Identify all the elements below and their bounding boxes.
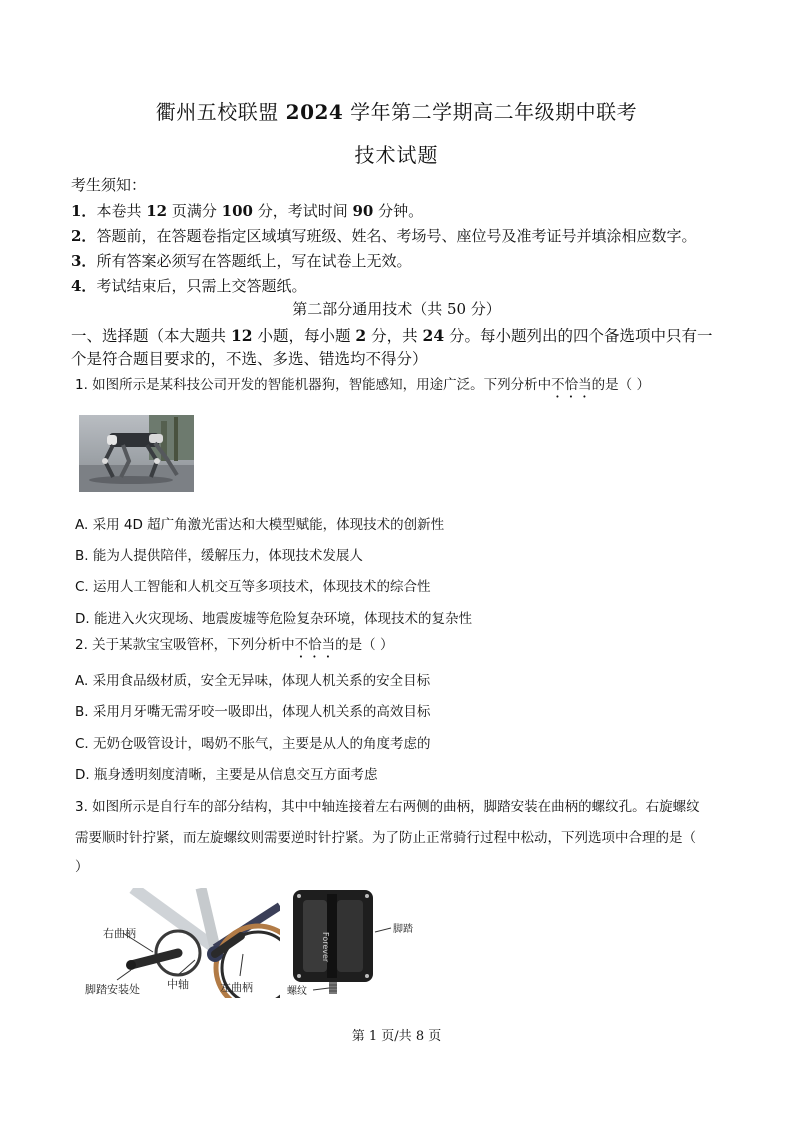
question-3-line2: 需要顺时针拧紧，而左旋螺纹则需要逆时针拧紧。为了防止正常骑行过程中松动，下列选项中合理的是（ [75,830,696,846]
question-3-line3: ） [75,859,89,875]
question-1-option-c: C. 运用人工智能和人机交互等多项技术，体现技术的综合性 [75,579,431,595]
notice-text: 考试结束后，只需上交答题纸。 [96,277,307,295]
section-bold: 2 [355,326,367,345]
stem-emphasis: 不恰当 [294,637,336,653]
pedal-icon [285,886,425,998]
question-1-option-d: D. 能进入火灾现场、地震废墟等危险复杂环境，体现技术的复杂性 [75,611,472,627]
notice-item-4 [71,275,306,296]
question-1-option-b: B. 能为人提供陪伴，缓解压力，体现技术发展人 [75,548,363,564]
section-text: 分。每小题列出的四个备选项中只有一 [444,327,713,345]
section-heading-line1 [71,324,713,346]
title-year: 2024 [285,100,344,124]
label-pedal: 脚踏 [393,924,413,935]
question-2-stem [75,633,393,661]
label-pedal-mount: 脚踏安装处 [85,983,140,996]
label-axle: 中轴 [167,978,189,991]
notice-text: 页满分 [167,202,222,220]
notice-text: 答题前，在答题卷指定区域填写班级、姓名、考场号、座位号及准考证号并填涂相应数字。 [96,227,697,245]
notice-text: 分钟。 [373,202,424,220]
notice-num: 1． [71,202,97,220]
label-left-crank: 左曲柄 [220,981,253,994]
robot-dog-icon [79,415,194,492]
question-2-option-b: B. 采用月牙嘴无需牙咬一吸即出，体现人机关系的高效目标 [75,704,431,720]
bicycle-crank-icon [83,888,280,998]
notice-bold: 90 [352,202,374,220]
question-1-stem [75,373,650,401]
label-thread: 螺纹 [287,986,307,997]
title-suffix: 学年第二学期高二年级期中联考 [343,100,638,124]
question-2-option-a: A. 采用食品级材质，安全无异味，体现人机关系的安全目标 [75,673,431,689]
robot-dog-image [79,415,194,492]
section-text: 分，共 [366,327,423,345]
section-bold: 24 [422,326,445,345]
pedal-figure [285,886,425,998]
notice-item-2 [71,225,696,246]
notice-heading: 考生须知： [71,176,147,194]
question-2-option-c: C. 无奶仓吸管设计，喝奶不胀气，主要是从人的角度考虑的 [75,736,431,752]
notice-item-3 [71,250,411,271]
notice-bold: 12 [146,202,168,220]
exam-title [0,96,793,125]
label-right-crank: 右曲柄 [103,927,136,940]
pedal-brand-text: Forever [321,932,330,963]
stem-text: 的是（ ） [335,637,394,653]
notice-text: 分，考试时间 [252,202,353,220]
stem-text: 2. 关于某款宝宝吸管杯，下列分析中 [75,637,295,653]
question-3-line1: 3. 如图所示是自行车的部分结构，其中中轴连接着左右两侧的曲柄，脚踏安装在曲柄的螺纹孔。右旋螺纹 [75,799,700,815]
notice-bold: 100 [221,202,253,220]
bicycle-crank-figure [83,888,280,998]
notice-num: 2． [71,227,97,245]
section-text: 小题，每小题 [252,327,356,345]
page-footer: 第 1 页/共 8 页 [351,1029,442,1044]
stem-text: 1. 如图所示是某科技公司开发的智能机器狗，智能感知，用途广泛。下列分析中 [75,377,552,393]
stem-emphasis: 不恰当 [551,377,592,393]
title-prefix: 衢州五校联盟 [155,100,286,124]
notice-item-1 [71,200,423,221]
notice-text: 本卷共 [96,202,147,220]
section-text: 一、选择题（本大题共 [71,327,231,345]
stem-text: 的是（ ） [591,377,650,393]
exam-subtitle: 技术试题 [354,143,439,167]
section-bold: 12 [230,326,253,345]
question-2-option-d: D. 瓶身透明刻度清晰，主要是从信息交互方面考虑 [75,767,378,783]
section-heading-line2: 个是符合题目要求的，不选、多选、错选均不得分） [71,350,428,368]
notice-num: 4． [71,277,97,295]
question-1-option-a: A. 采用 4D 超广角激光雷达和大模型赋能，体现技术的创新性 [75,517,445,533]
part-title: 第二部分通用技术（共 50 分） [292,300,501,318]
notice-num: 3． [71,252,97,270]
notice-text: 所有答案必须写在答题纸上，写在试卷上无效。 [96,252,412,270]
